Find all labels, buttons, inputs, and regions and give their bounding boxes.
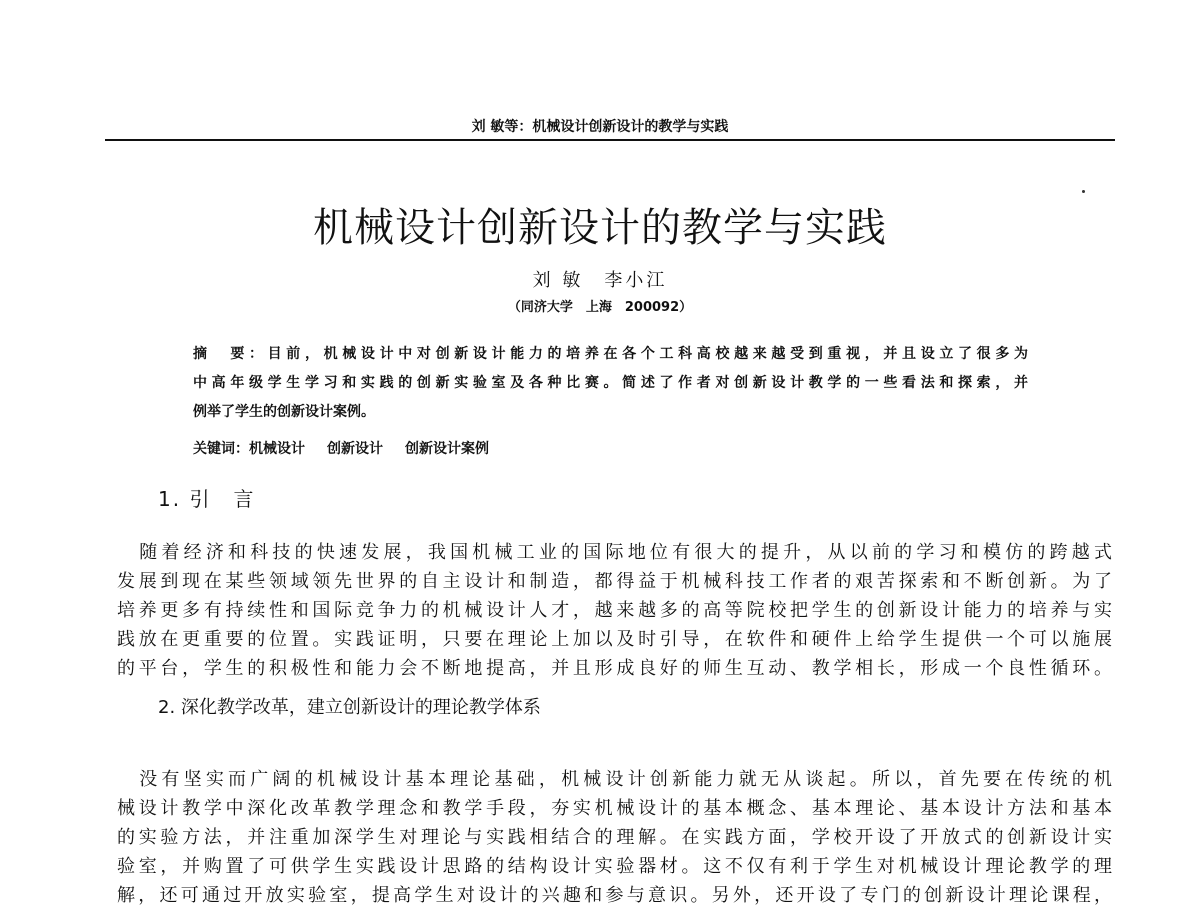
- running-header: 刘 敏等：机械设计创新设计的教学与实践: [471, 119, 729, 135]
- keyword: 创新设计案例: [405, 441, 489, 457]
- scan-speck: [1082, 190, 1085, 193]
- body-line: 验室，并购置了可供学生实践设计思路的结构设计实验器材。这不仅有利于学生对机械设计理论教学的理: [117, 856, 1112, 877]
- body-line: 解，还可通过开放实验室，提高学生对设计的兴趣和参与意识。另外，还开设了专门的创新设计理论课程，: [117, 885, 1112, 906]
- body-line: 械设计教学中深化改革教学理念和教学手段，夯实机械设计的基本概念、基本理论、基本设计方法和基本: [117, 798, 1112, 819]
- keyword: 机械设计: [249, 441, 305, 457]
- body-line: 发展到现在某些领域领先世界的自主设计和制造，都得益于机械科技工作者的艰苦探索和不断创新。为了: [117, 571, 1112, 592]
- keyword: 创新设计: [327, 441, 383, 457]
- body-line: 随着经济和科技的快速发展，我国机械工业的国际地位有很大的提升，从以前的学习和模仿的跨越式: [117, 542, 1112, 563]
- section-heading: 2. 深化教学改革，建立创新设计的理论教学体系: [158, 697, 541, 718]
- body-line: 的实验方法，并注重加深学生对理论与实践相结合的理解。在实践方面，学校开设了开放式的创新设计实: [117, 827, 1112, 848]
- abstract-line: 摘 要：目前，机械设计中对创新设计能力的培养在各个工科高校越来越受到重视，并且设立了很多为: [193, 346, 1028, 362]
- keywords: [193, 438, 511, 458]
- abstract-line: 中高年级学生学习和实践的创新实验室及各种比赛。简述了作者对创新设计教学的一些看法和探索，并: [193, 375, 1028, 391]
- abstract-line: 例举了学生的创新设计案例。: [193, 404, 375, 420]
- body-line: 践放在更重要的位置。实践证明，只要在理论上加以及时引导，在软件和硬件上给学生提供一个可以施展: [117, 629, 1112, 650]
- body-line: 没有坚实而广阔的机械设计基本理论基础，机械设计创新能力就无从谈起。所以，首先要在传统的机: [117, 769, 1112, 790]
- keywords-label: 关键词：: [193, 441, 249, 457]
- paper-title: 机械设计创新设计的教学与实践: [313, 205, 887, 251]
- header-rule: [105, 139, 1115, 141]
- authors: 刘 敏 李小江: [532, 270, 668, 291]
- affiliation: （同济大学 上海 200092）: [507, 300, 693, 315]
- body-line: 培养更多有持续性和国际竞争力的机械设计人才，越来越多的高等院校把学生的创新设计能力的培养与实: [117, 600, 1112, 621]
- body-line: 的平台，学生的积极性和能力会不断地提高，并且形成良好的师生互动、教学相长，形成一个良性循环。: [117, 658, 1112, 679]
- section-heading: 1. 引 言: [158, 487, 256, 511]
